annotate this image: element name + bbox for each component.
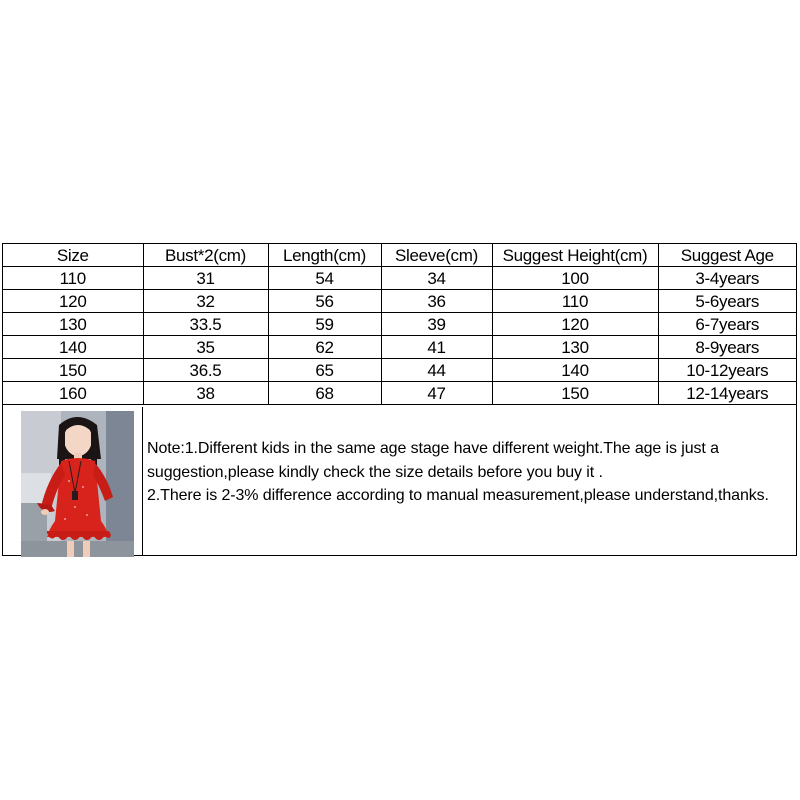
table-row (3, 382, 796, 405)
header-row (3, 244, 796, 267)
cell-sleeve: 41 (381, 336, 492, 359)
cell-length: 62 (268, 336, 381, 359)
cell-sleeve: 39 (381, 313, 492, 336)
cell-age: 5-6years (658, 290, 796, 313)
cell-size: 110 (3, 267, 143, 290)
cell-size: 120 (3, 290, 143, 313)
cell-age: 8-9years (658, 336, 796, 359)
cell-bust: 33.5 (143, 313, 268, 336)
table-row (3, 359, 796, 382)
cell-height: 110 (492, 290, 658, 313)
header-length: Length(cm) (268, 244, 381, 267)
note-row (3, 407, 796, 555)
cell-length: 65 (268, 359, 381, 382)
product-photo-cell (3, 407, 143, 555)
cell-size: 160 (3, 382, 143, 405)
product-photo (21, 411, 134, 557)
cell-height: 120 (492, 313, 658, 336)
cell-age: 12-14years (658, 382, 796, 405)
cell-sleeve: 47 (381, 382, 492, 405)
header-suggest-age: Suggest Age (658, 244, 796, 267)
size-chart (2, 243, 797, 556)
girl-in-red-dress-image (21, 411, 134, 557)
cell-size: 140 (3, 336, 143, 359)
cell-height: 130 (492, 336, 658, 359)
cell-sleeve: 36 (381, 290, 492, 313)
cell-length: 59 (268, 313, 381, 336)
cell-age: 6-7years (658, 313, 796, 336)
cell-size: 150 (3, 359, 143, 382)
size-table (3, 244, 796, 405)
cell-bust: 31 (143, 267, 268, 290)
header-size: Size (3, 244, 143, 267)
header-suggest-height: Suggest Height(cm) (492, 244, 658, 267)
cell-height: 150 (492, 382, 658, 405)
cell-bust: 35 (143, 336, 268, 359)
cell-length: 54 (268, 267, 381, 290)
cell-age: 10-12years (658, 359, 796, 382)
table-row (3, 313, 796, 336)
note-text (147, 437, 787, 508)
header-sleeve: Sleeve(cm) (381, 244, 492, 267)
cell-bust: 36.5 (143, 359, 268, 382)
note-line-1: Note:1.Different kids in the same age stage have different weight.The age is just a suggestion,please kindly check the size details before you buy it . (147, 440, 719, 481)
table-row (3, 267, 796, 290)
cell-size: 130 (3, 313, 143, 336)
cell-length: 68 (268, 382, 381, 405)
cell-age: 3-4years (658, 267, 796, 290)
cell-sleeve: 44 (381, 359, 492, 382)
cell-length: 56 (268, 290, 381, 313)
table-row (3, 336, 796, 359)
cell-height: 140 (492, 359, 658, 382)
cell-bust: 32 (143, 290, 268, 313)
cell-bust: 38 (143, 382, 268, 405)
header-bust: Bust*2(cm) (143, 244, 268, 267)
table-row (3, 290, 796, 313)
cell-sleeve: 34 (381, 267, 492, 290)
note-line-2: 2.There is 2-3% difference according to manual measurement,please understand,thanks. (147, 487, 769, 504)
cell-height: 100 (492, 267, 658, 290)
